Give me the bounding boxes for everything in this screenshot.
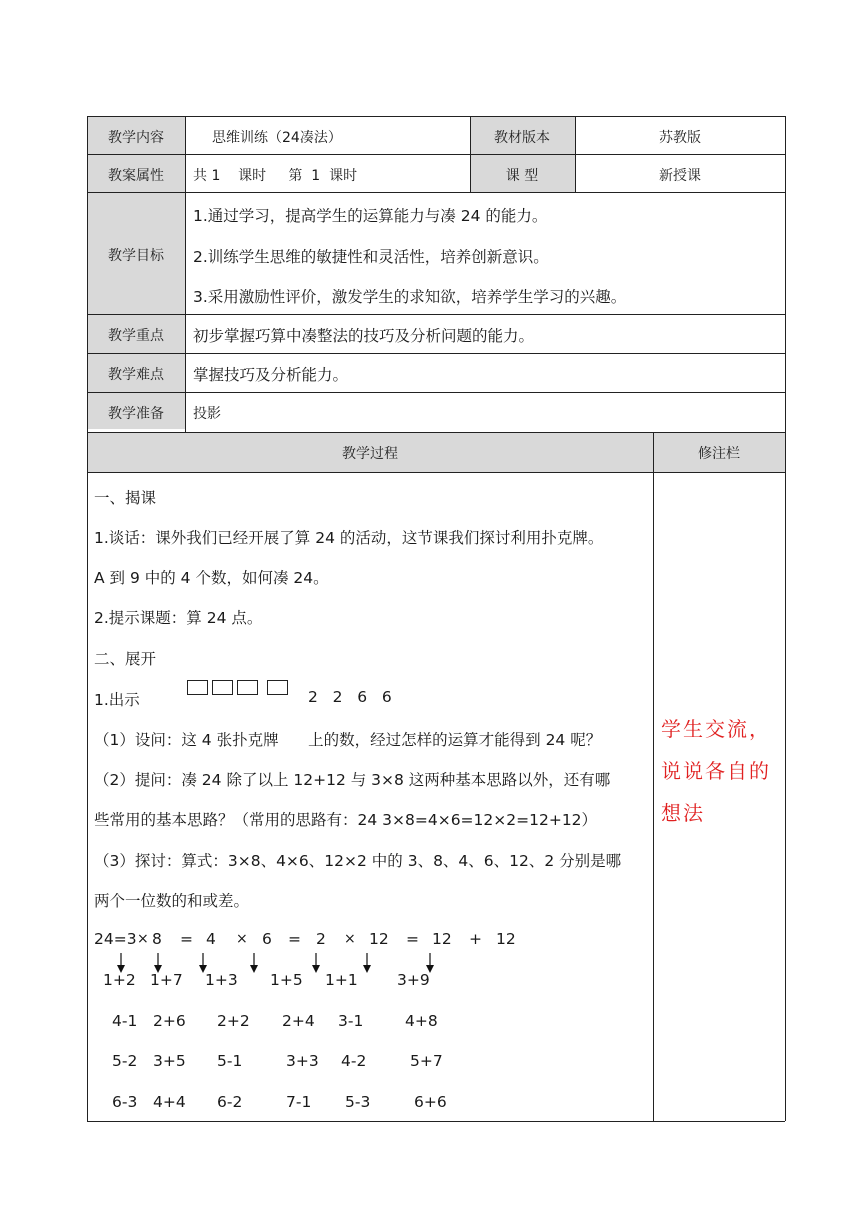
down-arrow-icon (362, 953, 372, 973)
eq-term: 24=3 (94, 930, 137, 948)
decomp-cell: 2+6 (153, 1012, 186, 1030)
decomp-cell: 1+2 (103, 971, 136, 989)
down-arrow-icon (249, 953, 259, 973)
decomp-cell: 1+7 (150, 971, 183, 989)
card-numbers: 2 2 6 6 (308, 688, 392, 706)
decomp-cell: 1+3 (205, 971, 238, 989)
decomp-cell: 3+9 (397, 971, 430, 989)
decomp-cell: 3-1 (338, 1012, 364, 1030)
eq-term: 6 (262, 930, 272, 948)
goal-item: 2.训练学生思维的敏捷性和灵活性，培养创新意识。 (193, 248, 549, 266)
decomp-cell: 1+1 (325, 971, 358, 989)
eq-term: × (344, 931, 356, 947)
label-prep: 教学准备 (108, 406, 164, 422)
question: （1）设问：这 4 张扑克牌 上的数，经过怎样的运算才能得到 24 呢？ (94, 731, 602, 749)
decomp-cell: 3+3 (286, 1052, 319, 1070)
decomp-cell: 2+2 (217, 1012, 250, 1030)
paragraph: A 到 9 中的 4 个数，如何凑 24。 (94, 569, 329, 587)
question: （2）提问：凑 24 除了以上 12+12 与 3×8 这两种基本思路以外，还有哪 (94, 771, 611, 789)
decomp-cell: 7-1 (286, 1093, 312, 1111)
eq-term: 12 (432, 930, 452, 948)
down-arrow-icon (153, 953, 163, 973)
card-box (212, 680, 233, 695)
down-arrow-icon (198, 953, 208, 973)
decomp-cell: 4+4 (153, 1093, 186, 1111)
label-goals: 教学目标 (108, 248, 164, 264)
question: 些常用的基本思路？（常用的思路有：24 3×8=4×6=12×2=12+12） (94, 811, 598, 829)
eq-term: 4 (206, 930, 216, 948)
label-content: 教学内容 (108, 130, 164, 146)
process-heading: 教学过程 (342, 446, 398, 462)
focus-text: 初步掌握巧算中凑整法的技巧及分析问题的能力。 (193, 327, 535, 345)
down-arrow-icon (425, 953, 435, 973)
eq-term: 8 (152, 930, 162, 948)
card-box (267, 680, 288, 695)
label-type: 课 型 (505, 168, 539, 184)
decomp-cell: 5-1 (217, 1052, 243, 1070)
decomp-cell: 6-3 (112, 1093, 138, 1111)
down-arrow-icon (116, 953, 126, 973)
decomp-cell: 4-2 (341, 1052, 367, 1070)
paragraph: 1.谈话：课外我们已经开展了算 24 的活动，这节课我们探讨利用扑克牌。 (94, 529, 604, 547)
decomp-cell: 6-2 (217, 1093, 243, 1111)
paragraph: 2.提示课题：算 24 点。 (94, 609, 263, 627)
prep-text: 投影 (193, 406, 221, 422)
eq-term: = (288, 930, 301, 948)
section-heading: 二、展开 (94, 650, 157, 668)
card-box (187, 680, 208, 695)
eq-term: 12 (369, 930, 389, 948)
label-focus: 教学重点 (108, 328, 164, 344)
eq-term: = (406, 930, 419, 948)
label-edition: 教材版本 (494, 130, 550, 146)
eq-term: 2 (316, 930, 326, 948)
goal-item: 1.通过学习，提高学生的运算能力与凑 24 的能力。 (193, 207, 548, 225)
eq-term: × (137, 931, 149, 947)
label-attr: 教案属性 (108, 168, 164, 184)
decomp-cell: 1+5 (270, 971, 303, 989)
card-box (237, 680, 258, 695)
decomp-cell: 5-3 (345, 1093, 371, 1111)
side-note: 学生交流，说说各自的想法 (661, 717, 771, 825)
lesson-title: 思维训练（24凑法） (212, 130, 342, 146)
goal-item: 3.采用激励性评价，激发学生的求知欲，培养学生学习的兴趣。 (193, 288, 627, 306)
decomp-cell: 2+4 (282, 1012, 315, 1030)
decomp-cell: 3+5 (153, 1052, 186, 1070)
eq-term: × (236, 931, 248, 947)
down-arrow-icon (311, 953, 321, 973)
edition-value: 苏教版 (659, 130, 701, 146)
attr-value: 共 1 课时 第 1 课时 (193, 168, 358, 184)
decomp-cell: 5-2 (112, 1052, 138, 1070)
decomp-cell: 6+6 (414, 1093, 447, 1111)
eq-term: 12 (496, 930, 516, 948)
show-label: 1.出示 (94, 691, 140, 709)
decomp-cell: 4+8 (405, 1012, 438, 1030)
decomp-cell: 5+7 (410, 1052, 443, 1070)
difficulty-text: 掌握技巧及分析能力。 (193, 366, 349, 384)
eq-term: + (469, 930, 482, 948)
decomp-cell: 4-1 (112, 1012, 138, 1030)
section-heading: 一、揭课 (94, 489, 157, 507)
question: （3）探讨：算式：3×8、4×6、12×2 中的 3、8、4、6、12、2 分别是哪 (94, 852, 622, 870)
notes-heading: 修注栏 (698, 446, 740, 462)
eq-term: = (180, 930, 193, 948)
type-value: 新授课 (659, 168, 701, 184)
label-difficulty: 教学难点 (108, 367, 164, 383)
question: 两个一位数的和或差。 (94, 892, 250, 910)
process-header-bg (87, 432, 785, 472)
